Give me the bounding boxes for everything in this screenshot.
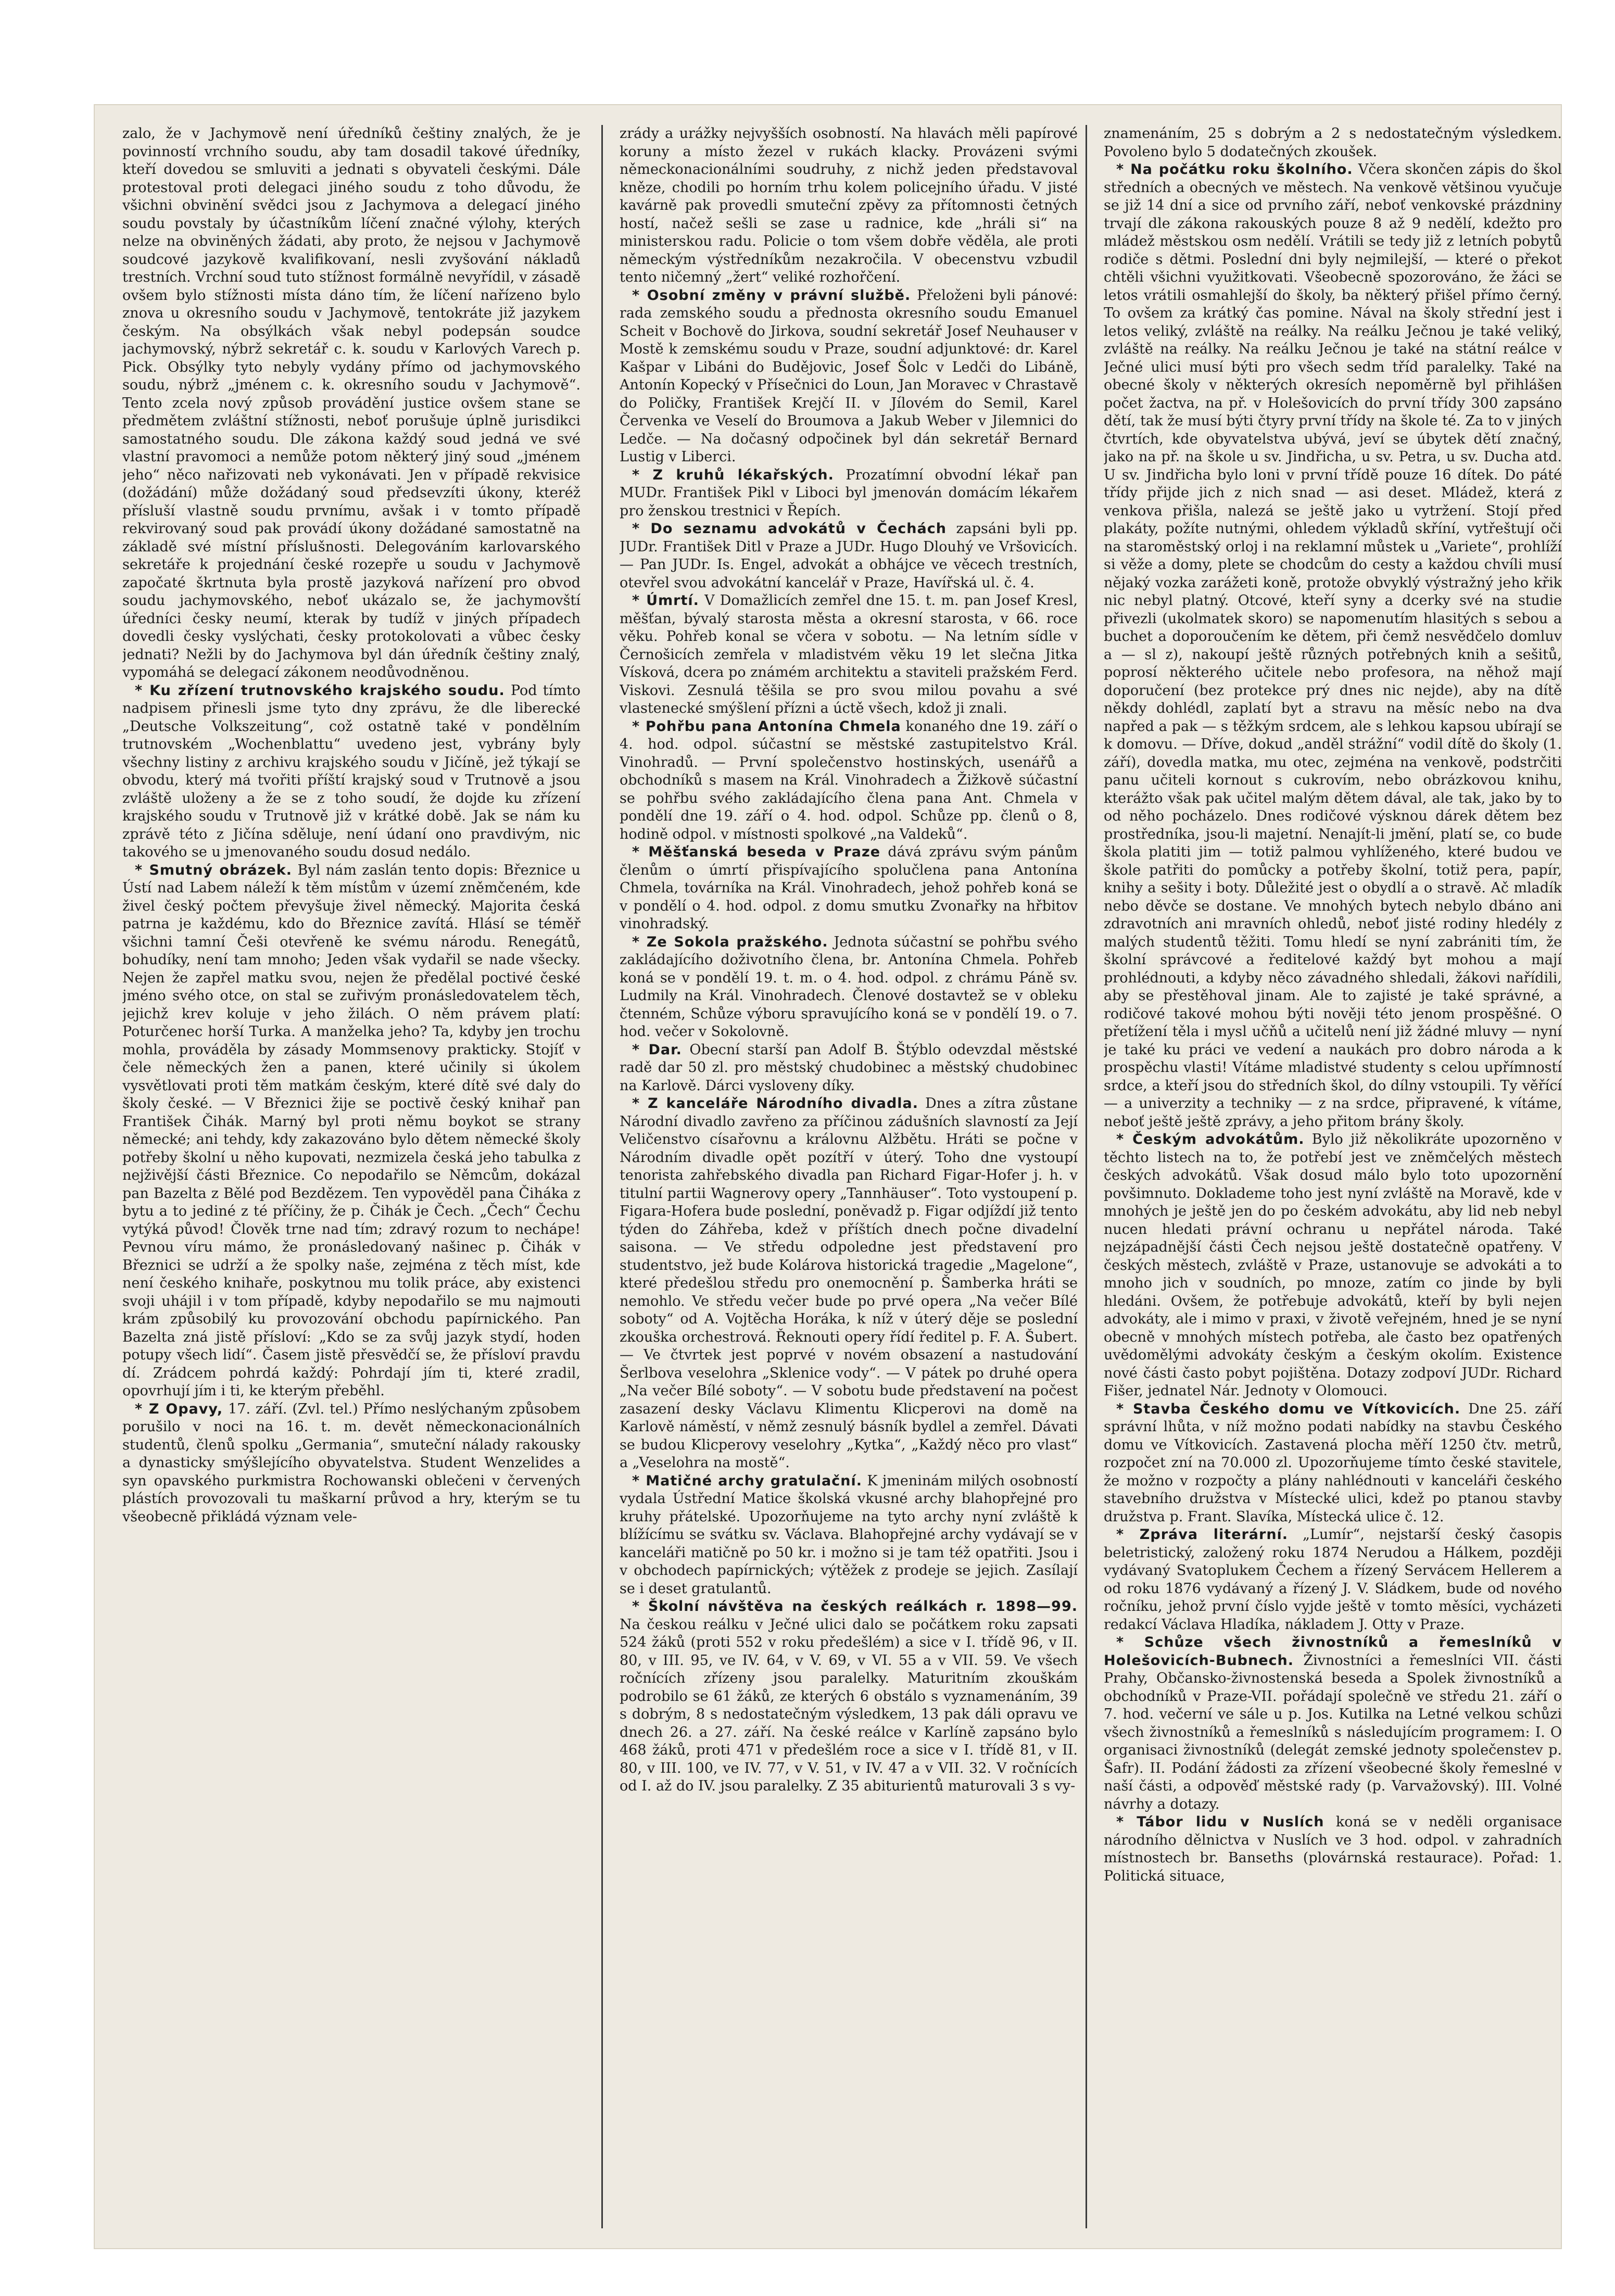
news-item-heading: * Pohřbu pana Antonína Chmela [632, 718, 901, 735]
column-2 [620, 125, 1078, 2228]
news-item [122, 1401, 581, 1527]
news-item-heading: * Stavba Českého domu ve Vítkovicích. [1116, 1401, 1461, 1417]
news-item-heading: * Do seznamu advokátů v Čechách [632, 521, 947, 537]
news-item-text: Obecní starší pan Adolf B. Štýblo odevzdal městské radě dar 50 zl. pro městský chudobinec a městský chudobinec na Karlově. Dárci vysloveny díky. [620, 1041, 1078, 1094]
news-item-text: „Lumír“, nejstarší český časopis beletristický, založený roku 1874 Nerudou a Hálkem, později vydávaný Svatoplukem Čechem a řízený Servácem Hellerem a od roku 1876 vydávaný a řízený J. V. Sládkem, bude od nového ročníku, jehož první číslo vyjde ještě v tomto měsíci, vycházeti redakcí Václava Hladíka, nákladem J. Otty v Praze. [1104, 1527, 1562, 1633]
news-item [1104, 125, 1562, 161]
news-item-text: zapsáni byli pp. JUDr. František Ditl v Praze a JUDr. Hugo Dlouhý ve Vršovicích. — Pan JUDr. Is. Engel, advokát a obhájce ve věcech trestních, otevřel svou advokátní kancelář v Praze, Havířská ul. č. 4. [620, 521, 1078, 591]
news-item-heading: * Ze Sokola pražského. [632, 933, 828, 950]
news-item [620, 1472, 1078, 1598]
news-item [620, 718, 1078, 844]
news-item-heading: * Českým advokátům. [1116, 1131, 1305, 1147]
column-3 [1104, 125, 1562, 2228]
news-item-text: Prozatímní obvodní lékař pan MUDr. František Pikl v Liboci byl jmenován domácím lékařem pro ženskou trestnici v Řepích. [620, 466, 1078, 519]
news-item-text: znamenáním, 25 s dobrým a 2 s nedostatečným výsledkem. Povoleno bylo 5 dodatečných zkoušek. [1104, 125, 1562, 160]
news-item-text: Na českou reálku v Ječné ulici dalo se počátkem roku zapsati 524 žáků (proti 552 v roku předešlém) a sice v I. třídě 96, v II. 80, v III. 95, ve IV. 64, v V. 69, v VI. 55 a v VII. 59. Ve všech ročnících zřízeny jsou paralelky. Maturitním zkouškám podrobilo se 61 žáků, ze kterých 6 obstálo s vyznamenáním, 39 s dobrým, 8 s nedostatečným výsledkem, 13 pak dáli opravu ve dnech 26. a 27. září. Na české reálce v Karlíně zapsáno bylo 468 žáků, proti 471 v předešlém roce a sice v I. třídě 81, v II. 80, v III. 100, ve IV. 77, v V. 51, v IV. 47 a v VII. 32. V ročnících od I. až do IV. jsou paralelky. Z 35 abiturientů maturovali 3 s vy- [620, 1616, 1078, 1794]
news-item-text: Včera skončen zápis do škol středních a obecných ve městech. Na venkově většinou vyučuje se již 14 dní a sice od prvního září, neboť venkovské prázdniny trvají dle zákona rakouských pouze 8 až 9 nedělí, kdežto pro mládež městskou osm nedělí. Vrátili se tedy již z letních pobytů rodiče s dětmi. Poslední dni byly nejmilejší, — které o překot chtěli všichni využitkovati. Všeobecně spozorováno, že žáci se letos vrátili osmahlejší do školy, ba některý přišel přímo černý. To ovšem za krátký čas pomine. Nával na školy střední jest i letos veliký, zvláště na reálky. Na reálku Ječnou je také veliký, zvláště na reálky. Na reálku Ječnou je také na státní reálce v Ječné ulici musí býti pro všech sedm tříd paralelky. Také na obecné školy v některých okresích nepoměrně byl přihlášen počet žactva, na př. v Holešovicích do první třídy 300 zapsáno dětí, tak že musí býti čtyry první třídy na škole té. Za to v jiných čtvrtích, kde obyvatelstva ubývá, jeví se úbytek dětí značný, jako na př. na škole u sv. Jindřicha, u sv. Petra, u sv. Ducha atd. U sv. Jindřicha bylo loni v první třídě pouze 16 dítek. Do páté třídy přijde jich z nich snad — asi deset. Mládež, která z venkova přišla, nalezá se ještě jako u vytržení. Stojí před plakáty, požíte nutnými, ohledem výkladů skříní, vytřeštují oči na staroměstský orloj i na reklamní můstek u „Variete“, prohlíží si věže a domy, plete se chodcům do cesty a každou chvíli musí nějaký vozka zarážeti koně, protože obvyklý výstražný jeho křik nic nebyl platný. Otcové, kteří syny a dcerky své na studie přivezli (ukolmatek skoro) se napomenutím hlasitých s sebou a buchet a doporoučením ke dětem, při čemž nesvědčelo domluv a — sl z), nakoupí ještě různých potřebných knih a sešitů, poprosí některého učitele nebo profesora, na něhož mají doporučení (bez protekce prý dnes nic nejde), aby na dítě někdy dohlédl, zaplatí byt a stravu na měsíc nebo na dva napřed a pak — s těžkým srdcem, ale s lehkou kapsou ubírají se k domovu. — Dříve, dokud „anděl strážní“ vodil dítě do školy (1. září), dovedla matka, mu otec, zejména na venkově, podstrčiti panu učiteli kornout s cukrovím, nebo obrázkovou knihu, kterážto však pak učitel malým dětem dával, ale tak, jako by to od něho pocházelo. Dnes rodičové výsknou dárek dětem bez prostředníka, jsou-li majetní. Nenajít-li jmění, platí se, co bude škola platiti jim — totiž palmou vyhlíženého, které budou ve škole patřiti do pomůcky a potřeby školní, totiž pera, papír, knihy a sešity i boty. Důležité jest o obydlí a o stravě. Ač mladík nebo děvče se dostane. Ve mnohých bytech nebylo dbáno ani zdravotních ani mravních ohledů, neboť jisté rodiny hledély z malých studentů těžiti. Tomu hledí se nyní zabrániti tím, že školní správcové a ředitelové každý byt mohou a mají prohlédnouti, a kdyby něco závadného shledali, žákovi nařídili, aby se přestěhoval jinam. Ale to zajisté je také správné, a rodičové takové mohou býti nověji této jenom prospěšné. O přetížení těla i mysl učňů a učitelů není již žádné mluvy — nyní je také ku práci ve vedení a naukách pro dobro národa a k prospěchu vlasti! Vítáme mladistvé studenty s celou upřímností srdce, a kteří jsou do středních škol, do dílny vstoupili. Ty věřící — a univerzity a techniky — z na srdce, připravené, k vítáme, neboť ještě ještě zprávy, a jeho přitom brány školy. [1104, 161, 1562, 1130]
column-1 [122, 125, 581, 2228]
news-item-text: Dnes a zítra zůstane Národní divadlo zavřeno za příčinou zádušních slavností za Její Veličenstvo císařovnu a královnu Alžbětu. Hráti se počne v Národním divadle opět pozítří v úterý. Toho dne vystoupí tenorista zahřebského divadla pan Richard Figar-Hofer j. h. v titulní partii Wagnerovy opery „Tannhäuser“. Toto vystoupení p. Figara-Hofera bude poslední, poněvadž p. Figar odjíždí již tento týden do Záhřeba, kdež v příštích dnech počne divadelní saisona. — Ve středu odpoledne jest představení pro studentstvo, jež bude Kolárova historická tragedie „Magelone“, které předešlou středu pro onemocnění p. Šamberka hráti se nemohlo. Ve středu večer bude po prvé opera „Na večer Bílé soboty“ od A. Vojtěcha Horáka, k níž v úterý děje se poslední zkouška orchestrová. Řeknouti opery řídí ředitel p. F. A. Šubert. — Ve čtvrtek jest poprvé v novém obsazení a nastudování Šerlbova veselohra „Sklenice vody“. — V pátek po druhé opera „Na večer Bílé soboty“. — V sobotu bude představení na počest zasazení desky Václavu Klimentu Klicperovi na domě na Karlově náměstí, v němž zesnulý básník bydlel a zemřel. Dávati se budou Klicperovy veselohry „Kytka“, „Každý něco pro vlast“ a „Veselohra na mostě“. [620, 1095, 1078, 1471]
news-item-text: Přeloženi byli pánové: rada zemského soudu a přednosta okresního soudu Emanuel Scheit v Bochově do Jirkova, soudní sekretář Josef Neuhauser v Mostě k zemskému soudu v Praze, soudní adjunktové: dr. Karel Kašpar v Libáni do Budějovic, Josef Šolc v Ledči do Libáně, Antonín Kopecký v Přísečnici do Loun, Jan Moravec v Chrastavě do Poličky, František Krejčí II. v Jílovém do Semil, Karel Červenka ve Veselí do Broumova a Jakub Weber v Jilemnici do Ledče. — Na dočasný odpočinek byl dán sekretář Bernard Lustig v Liberci. [620, 287, 1078, 465]
news-item-heading: * Smutný obrázek. [135, 862, 292, 878]
news-item-heading: * Školní návštěva na českých reálkách r. 1898—99. [632, 1598, 1078, 1614]
news-item-text: Dne 25. září správní lhůta, v níž možno podati nabídky na stavbu Českého domu ve Vítkovicích. Zastavená plocha měří 1250 čtv. metrů, rozpočet zní na 70.000 zl. Upozorňujeme tímto české stavitele, že možno v rozpočty a plány nahlédnouti v kanceláři českého stavebního družstva v Místecké ulici, kdež po ptanou stavby družstva p. Frant. Slavíka, Místecká ulice č. 12. [1104, 1401, 1562, 1525]
news-item-heading: * Úmrtí. [632, 592, 699, 609]
news-item [1104, 1131, 1562, 1401]
news-item-text: 17. září. (Zvl. tel.) Přímo neslýchaným způsobem porušilo v noci na 16. t. m. devět německonacionálních studentů, členů spolku „Germania“, smuteční nálady rakousky a dynasticky smýšlejícího obyvatelstva. Student Wenzelides a syn opavského purkmistra Rochowanski oblečeni v červených plástích provozovali tu maškarní průvod a hry, kterým se tu všeobecně přikládá význam vele- [122, 1401, 581, 1525]
news-item [122, 862, 581, 1401]
news-item-heading: * Zpráva literární. [1116, 1527, 1289, 1543]
news-item [620, 1041, 1078, 1095]
news-item-heading: * Z kanceláře Národního divadla. [632, 1095, 919, 1112]
news-item [620, 520, 1078, 592]
news-item [620, 843, 1078, 933]
news-item [620, 466, 1078, 521]
news-item-heading: * Měšťanská beseda v Praze [632, 844, 881, 860]
news-item-text: zrády a urážky nejvyšších osobností. Na hlavách měli papírové koruny a místo žezel v rukách klacky. Provázeni svými německonacionálními soudruhy, z nichž jeden představoval kněze, chodili po horním trhu kolem policejního úřadu. V jisté kavárně pak provedli smuteční zpěvy za přítomnosti četných hostí, načež sešli se zase u radnice, kde „hráli si“ na ministerskou radu. Policie o tom všem dobře věděla, ale proti německým výstředníkům nezakročila. V obecenstvu vzbudil tento ničemný „žert“ veliké rozhořčení. [620, 125, 1078, 285]
news-item-text: Byl nám zaslán tento dopis: Březnice u Ústí nad Labem náleží k těm místům v území zněmčeném, kde živel český počtem převyšuje živel německý. Majorita česká patrna je každému, kdo do Březnice zavítá. Hlásí se téměř všichni tamní Češi otevřeně ke svému národu. Renegátů, bohudíky, není tam mnoho; Jeden však vydařil se nade všecky. Nejen že zapřel matku svou, nejen že předělal poctivé české jméno svého otce, on stal se zuřivým pronásledovatelem těch, jejichž krev koluje v jeho žilách. O něm právem platí: Poturčenec horší Turka. A manželka jeho? Ta, kdyby jen trochu mohla, prováděla by zásady Mommsenovy prakticky. Stojíť v čele německých žen a panen, které učinily si úkolem vysvětlovati proti těm matkám českým, které dítě své daly do školy české. — V Březnici žije se poctivě český knihař pan František Čihák. Marný byl proti němu boykot se strany německé; ani tehdy, kdy zakazováno bylo dětem německé školy potřeby školní u něho kupovati, nezmizela česká jeho tabulka z nejživější části Březnice. Co nepodařilo se Němcům, dokázal pan Bazelta z Bělé pod Bezdězem. Ten vypověděl pana Čiháka z bytu a to jediné z té příčiny, že p. Čihák je Čech. „Čech“ Čechu vytýká původ! Člověk trne nad tím; zdravý rozum to nechápe! Pevnou víru mámo, že pronásledovaný našinec p. Čihák v Březnici se udrží a že spolky naše, zejména z těch míst, kde není českého knihaře, poskytnou mu tolik práce, aby existenci svoji uhájil i v tom případě, kdyby nepodařilo se mu najmouti krám způsobilý ku provozování obchodu papírnického. Pan Bazelta zná jistě přísloví: „Kdo se za svůj jazyk stydí, hoden potupy všech lidí“. Časem jistě přesvědčí se, že přísloví pravdu dí. Zrádcem pohrdá každý: Pohrdají jím ti, které zradil, opovrhují jím i ti, ke kterým přeběhl. [122, 862, 581, 1399]
news-item [1104, 1401, 1562, 1527]
news-item-heading: * Na počátku roku školního. [1116, 161, 1353, 178]
news-item [1104, 1526, 1562, 1634]
news-item [620, 287, 1078, 466]
column-rule [1086, 125, 1087, 2228]
news-item [1104, 1813, 1562, 1885]
news-item-text: dává zprávu svým pánům členům o úmrtí přispívajícího spolučlena pana Antonína Chmela, továrníka na Král. Vinohradech, jehož pohřeb koná se v pondělí o 4. hod. odpol. z domu smutku Zvonařky na hřbitov vinohradský. [620, 844, 1078, 932]
news-item [620, 1095, 1078, 1472]
news-item-heading: * Ku zřízení trutnovského krajského soudu. [135, 682, 505, 699]
news-item-text: K jmeninám milých osobností vydala Ústřední Matice školská vkusné archy blahopřejné pro kruhy přátelské. Upozorňujeme na tyto archy nyní zvláště k blížícímu se svátku sv. Václava. Blahopřejné archy vydávají se v kanceláři matičně po 50 kr. i možno si je tam též opatřiti. Jsou i v obchodech papírnických; výtěžek z prodeje se jejich. Zasílají se i deset gratulantů. [620, 1472, 1078, 1597]
news-item [1104, 161, 1562, 1131]
news-item [1104, 1634, 1562, 1813]
news-item [122, 125, 581, 682]
news-item [620, 1598, 1078, 1796]
news-item-text: Bylo již několikráte upozorněno v těchto listech na to, že potřebí jest ve zněmčelých městech českých advokátů. Však dosud málo bylo toto upozornění povšimnuto. Doklademe toho jest nyní zvláště na Moravě, kde v mnohých je ještě jen do po českém advokátu, aby lid neb nebyl nucen hledati právní ochranu u nepřátel národa. Také nejzápadnější části Čech nejsou ještě dostatečně opatřeny. V českých městech, zvláště v Praze, ustanovuje se advokáti a to mnoho jich v soudních, po mnoze, zatím co jinde by byli hledáni. Ovšem, že potřebuje advokátů, kteří by byli nejen advokáty, ale i mimo v praxi, v životě veřejném, hned je se nyní obecně v mnohých místech potřeba, ale často bez opatřených uvědomělými advokáty českým a českým okolím. Existence nové části často pobyt pojištěna. Dotazy zodpoví JUDr. Richard Fišer, jednatel Nár. Jednoty v Olomouci. [1104, 1131, 1562, 1399]
news-item-text: koná se v neděli organisace národního dělnictva v Nuslích ve 3 hod. odpol. v zahradních místnostech br. Banseths (plovárnská restaurace). Pořad: 1. Politická situace, [1104, 1814, 1562, 1884]
news-item [122, 682, 581, 862]
news-item-text: zalo, že v Jachymově není úředníků češtiny znalých, že je povinností vrchního soudu, aby tam dosadil takové úředníky, kteří dovedou se smluviti a jednati s obyvateli českými. Dále protestoval proti delegaci jiného soudu z toho důvodu, že všichni obvinění svědci jsou z Jachymova a delegací jiného soudu povstaly by účastníkům líčení značné výlohy, kterých nelze na obviněných žádati, aby proto, že nejsou v Jachymově soudcové jazykově kvalifikovaní, nesli zvyšování nákladů trestních. Vrchní soud tuto stížnost formálně nevyřídil, v zásadě ovšem bylo stížnosti místa dáno tím, že líčení nařízeno bylo znova u okresního soudu v Jachymově, tentokráte již jazykem českým. Na obsýlkách však nebyl podepsán soudce jachymovský, nýbrž sekretář c. k. soudu v Karlových Varech p. Pick. Obsýlky tyto nebyly vydány přímo od jachymovského soudu, nýbrž „jménem c. k. okresního soudu v Jachymově“. Tento zcela nový způsob provádění justice ovšem stane se předmětem zvláštní stížnosti, neboť porušuje úplně jurisdikci samostatného soudu. Dle zákona každý soud jedná ve své vlastní pravomoci a nemůže potom některý jiný soud „jménem jeho“ něco nařizovati neb vykonávati. Jen v případě rekvisice (dožádání) může dožádaný soud předsevzíti úkony, kteréž přísluší vlastně soudu prvnímu, avšak i v tomto případě rekvirovaný soud pak provádí úkony dožádané samostatně na základě své místní příslušnosti. Delegováním karlovarského sekretáře k projednání české rozepře u soudu v Jachymově započaté škrtnuta byla prostě jazyková nařízení pro obvod soudu jachymovského, neboť ukázalo se, že jachymovští úředníci česky neumí, kterak by tudíž v jiných případech dovedli česky vyslýchati, česky protokolovati a vůbec česky jednati? Nežli by do Jachymova byl dán úředník češtiny znalý, vypomáhá se delegací zákonem neodůvodněnou. [122, 125, 581, 680]
news-item-heading: * Dar. [632, 1041, 682, 1058]
news-item [620, 592, 1078, 718]
news-item-heading: * Schůze všech živnostníků a řemeslníků v Holešovicích-Bubnech. [1104, 1634, 1562, 1669]
news-item-text: Jednota súčastní se pohřbu svého zakládajícího doživotního člena, br. Antonína Chmela. Pohřeb koná se v pondělí 19. t. m. o 4. hod. odpol. z chrámu Páně sv. Ludmily na Král. Vinohradech. Členové dostavtež se v obleku čtenném, Schůze výboru spravujícího koná se v pondělí 19. o 7. hod. večer v Sokolovně. [620, 933, 1078, 1040]
news-item-heading: * Z Opavy, [135, 1401, 223, 1417]
column-rule [601, 125, 603, 2228]
news-item-text: Pod tímto nadpisem přinesli jsme tyto dny zprávu, že dle liberecké „Deutsche Volkszeitung“, což ostatně také v pondělním trutnovském „Wochenblattu“ uvedeno jest, vybrány byly všechny listiny z archivu krajského soudu v Jičíně, jež týkají se obvodu, který má tvořiti příští krajský soud v Trutnově a jsou zvláště uloženy a že se z toho soudí, že dojde ku zřízení krajského soudu v Trutnově již v krátké době. Jak se nám ku zprávě této z Jičína sděluje, není údaní ono pravdivým, nic takového se u jmenovaného soudu dosud nedálo. [122, 682, 581, 860]
news-item-heading: * Z kruhů lékařských. [632, 466, 834, 483]
news-item-text: Živnostníci a řemeslníci VII. části Prahy, Občansko-živnostenská beseda a Spolek živnostníků a obchodníků v Praze-VII. pořádají společně ve středu 21. září o 7. hod. večerní ve sále u p. Jos. Kutilka na Letné velkou schůzi všech živnostníků a řemeslníků s následujícím programem: I. O organisaci živnostníků (delegát zemské jednoty společenstev p. Šafr). II. Podání žádosti za zřízení všeobecné školy řemeslné v naší části, a odpověď městské rady (p. Varvažovský). III. Volné návrhy a dotazy. [1104, 1652, 1562, 1812]
news-item-heading: * Tábor lidu v Nuslích [1116, 1814, 1324, 1830]
news-item-text: konaného dne 19. září o 4. hod. odpol. súčastní se městské zastupitelstvo Král. Vinohradů. — První společenstvo hostinských, usenářů a obchodníků s masem na Král. Vinohradech a Žižkově súčastní se pohřbu svého zakládajícího člena pana Ant. Chmela v pondělí dne 19. září o 4. hod. odpol. Schůze pp. členů o 8, hodině odpol. v místnosti spolkové „na Valdeků“. [620, 718, 1078, 842]
news-item-heading: * Osobní změny v právní službě. [632, 287, 911, 304]
news-item [620, 125, 1078, 287]
news-item-text: V Domažlicích zemřel dne 15. t. m. pan Josef Kresl, měšťan, bývalý starosta města a okresní starosta, v 66. roce věku. Pohřeb konal se včera v sobotu. — Na letním sídle v Černošicích zemřela v mladistvém věku 19 let slečna Jitka Vísková, dcera po známém architektu a staviteli pražském Ferd. Viskovi. Zesnulá těšila se pro svou milou povahu a své vlastenecké smýšlení přízni a úctě všech, kdož ji znali. [620, 592, 1078, 716]
news-item-heading: * Matičné archy gratulační. [632, 1472, 863, 1489]
news-item [620, 933, 1078, 1041]
